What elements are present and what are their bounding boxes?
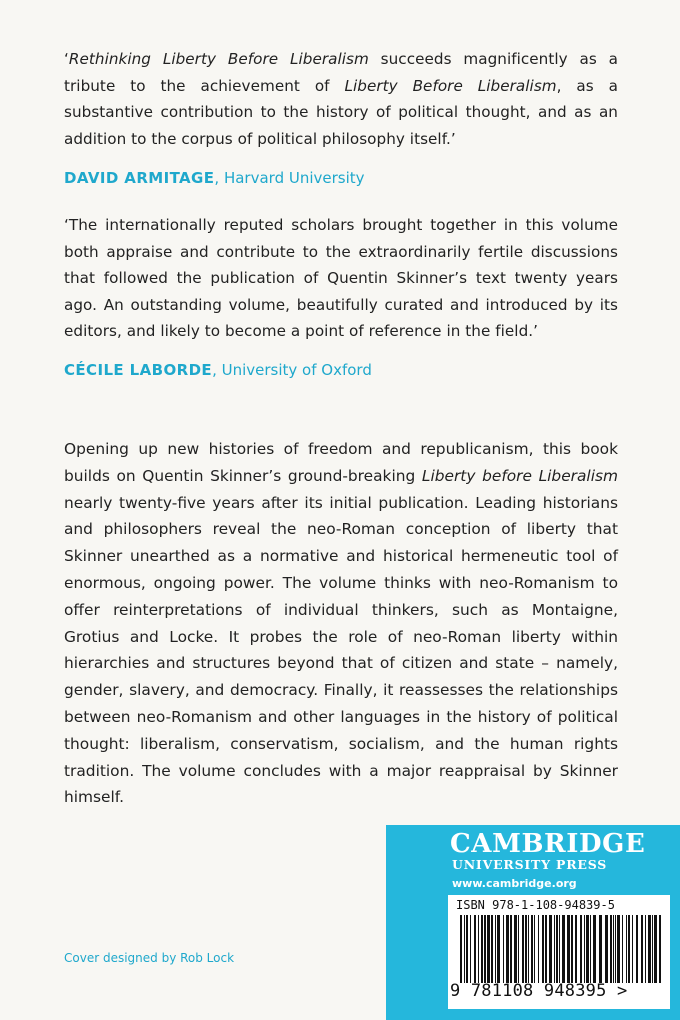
barcode-bar [622, 915, 623, 983]
barcode-bar [528, 915, 529, 983]
quote-laborde [64, 212, 618, 345]
barcode-bar [593, 915, 596, 983]
barcode-bar [641, 915, 643, 983]
quote-text-part: , as a substantive contribution to the history of political thought, and as an addition to the corpus of political philosophy itself.’ [64, 76, 619, 148]
barcode-bar [615, 915, 616, 983]
barcode-box [448, 895, 670, 1009]
barcode-bar [542, 915, 544, 983]
barcode-bar [522, 915, 524, 983]
quote-author: CÉCILE LABORDE [64, 361, 213, 379]
barcode-bar [626, 915, 627, 983]
publisher-url: www.cambridge.org [452, 877, 577, 890]
barcode-bar [654, 915, 657, 983]
barcode-bar [525, 915, 527, 983]
barcode-bar [571, 915, 573, 983]
barcode-bar [497, 915, 500, 983]
barcode-bar [617, 915, 620, 983]
barcode-bar [487, 915, 490, 983]
barcode-bar [636, 915, 638, 983]
barcode-bar [503, 915, 504, 983]
quote-affiliation: , University of Oxford [212, 361, 372, 379]
barcode-bar [556, 915, 558, 983]
barcode-bar [567, 915, 570, 983]
barcode-bar [605, 915, 608, 983]
barcode-bar [538, 915, 539, 983]
barcode-bar [628, 915, 630, 983]
barcode-bar [549, 915, 552, 983]
barcode-bar [554, 915, 555, 983]
barcode-bar [464, 915, 465, 983]
barcode-bar [506, 915, 509, 983]
quote-attribution [64, 168, 365, 188]
barcode-bar [584, 915, 585, 983]
barcode-bar [645, 915, 646, 983]
quote-affiliation: , Harvard University [214, 169, 365, 187]
quote-text: ‘The internationally reputed scholars brought together in this volume both appraise and contribute to the extraordinarily fertile discussions that followed the publication of Quentin Skinner’s text twenty years ago. An outstanding volume, beautifully curated and introduced by its editors, and likely to become a point of reference in the field.’ [64, 216, 618, 340]
barcode-bar [659, 915, 661, 983]
barcode-bar [474, 915, 476, 983]
barcode-bar [580, 915, 582, 983]
barcode-bar [648, 915, 651, 983]
quote-armitage [64, 46, 618, 152]
barcode-bar [559, 915, 560, 983]
quote-title-italic: Rethinking Liberty Before Liberalism [68, 50, 369, 68]
barcode-bar [460, 915, 462, 983]
quote-text-part: succeeds magnificently as a tribute to the achievement of [64, 50, 618, 95]
barcode-bar [534, 915, 535, 983]
barcode-bar [599, 915, 602, 983]
barcode-bar [545, 915, 547, 983]
barcode-bar [510, 915, 512, 983]
barcode-bar [491, 915, 493, 983]
barcode-bar [478, 915, 479, 983]
barcode-bar [514, 915, 517, 983]
cover-credit: Cover designed by Rob Lock [64, 951, 235, 965]
publisher-panel [386, 825, 680, 1020]
barcode-bar [610, 915, 612, 983]
barcode-digits: 9 781108 948395 > [450, 981, 628, 1001]
barcode-bar [466, 915, 468, 983]
barcode-bar [590, 915, 591, 983]
publisher-logo-sub: UNIVERSITY PRESS [452, 857, 608, 872]
publisher-logo-name: CAMBRIDGE [450, 829, 646, 859]
barcode-icon [460, 915, 662, 983]
quote-book-italic: Liberty Before Liberalism [344, 76, 557, 95]
quote-author: DAVID ARMITAGE [64, 169, 215, 187]
description-part: nearly twenty-five years after its initial publication. Leading historians and philosophers reveal the neo-Roman conception of liberty that Skinner unearthed as a normative and historical hermeneutic tool of enormous, ongoing power. The volume thinks with neo-Romanism to offer reinterpretations of individual thinkers, such as Montaigne, Grotius and Locke. It probes the role of neo-Roman liberty within hierarchies and structures beyond that of citizen and state – namely, gender, slavery, and democracy. Finally, it reassesses the relationships between neo-Romanism and other languages in the history of political thought: liberalism, conservatism, socialism, and the human rights tradition. The volume concludes with a major reappraisal by Skinner himself. [64, 493, 618, 807]
barcode-bar [484, 915, 486, 983]
description-book-italic: Liberty before Liberalism [421, 466, 618, 485]
barcode-bar [495, 915, 496, 983]
quote-open-mark: ‘ [64, 50, 69, 68]
barcode-bar [518, 915, 519, 983]
quote-attribution [64, 360, 372, 380]
barcode-bar [481, 915, 483, 983]
isbn-label: ISBN 978-1-108-94839-5 [456, 898, 615, 912]
barcode-bar [613, 915, 614, 983]
barcode-bar [632, 915, 633, 983]
barcode-bar [531, 915, 533, 983]
description-part: Opening up new histories of freedom and republicanism, this book builds on Quentin Skinner’s ground-breaking [64, 440, 618, 485]
barcode-bar [470, 915, 471, 983]
barcode-bar [586, 915, 589, 983]
book-description [64, 436, 618, 811]
barcode-bar [562, 915, 565, 983]
barcode-bar [575, 915, 577, 983]
barcode-bar [652, 915, 653, 983]
